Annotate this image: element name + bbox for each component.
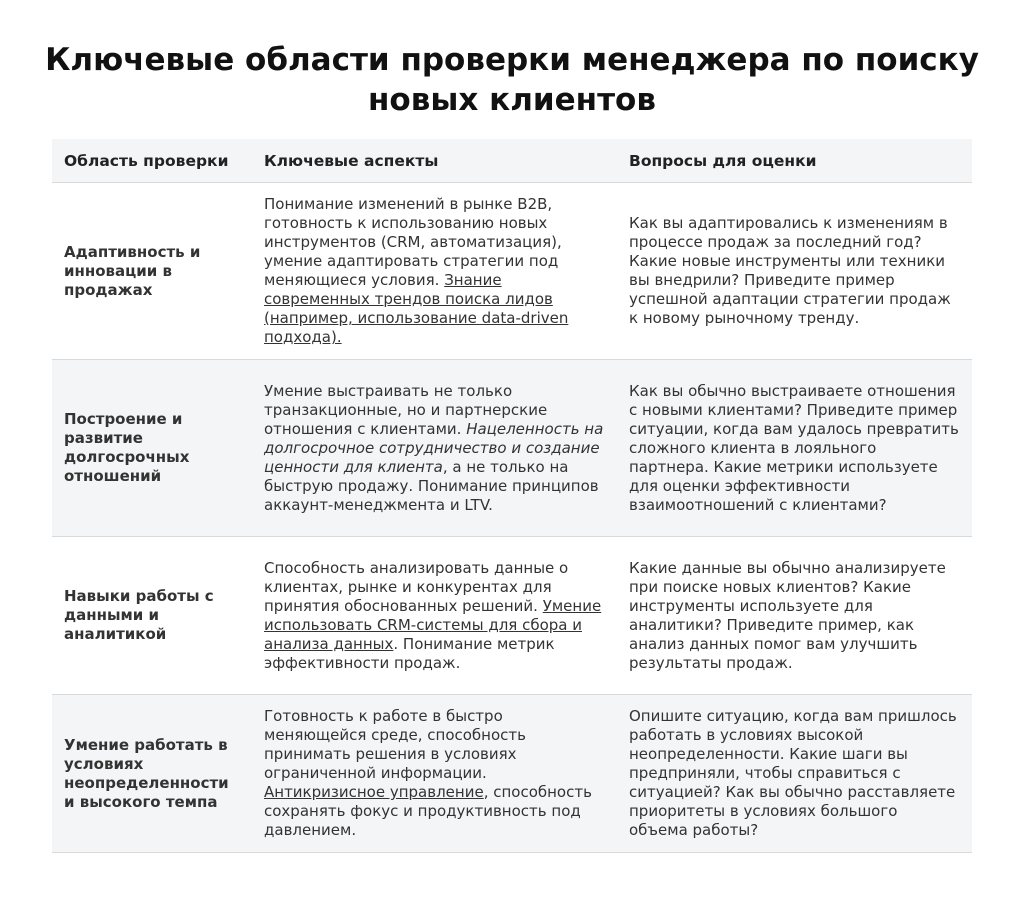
aspects-text: Способность анализировать данные о клиентах, рынке и конкурентах для принятия обоснованных решений.	[264, 558, 569, 615]
header-area: Область проверки	[52, 139, 252, 183]
aspects-text: Готовность к работе в быстро меняющейся среде, способность принимать решения в условиях ограниченной информации.	[264, 707, 526, 782]
row-area: Построение и развитие долгосрочных отношений	[52, 360, 252, 537]
row-aspects	[252, 360, 617, 537]
page-title: Ключевые области проверки менеджера по поиску новых клиентов	[45, 42, 979, 118]
table-row	[52, 360, 972, 537]
aspects-italic-text: Нацеленность на долгосрочное сотрудничество и создание ценности для клиента	[264, 419, 604, 476]
row-aspects	[252, 183, 617, 360]
table-header-row	[52, 139, 972, 183]
row-area: Умение работать в условиях неопределенности и высокого темпа	[52, 695, 252, 853]
row-area: Навыки работы с данными и аналитикой	[52, 537, 252, 695]
table-row	[52, 537, 972, 695]
table-row	[52, 695, 972, 853]
row-questions: Как вы обычно выстраиваете отношения с новыми клиентами? Приведите пример ситуации, когда вам удалось превратить сложного клиента в лояльного партнера. Какие метрики используете для оценки эффективности взаимоотношений с клиентами?	[617, 360, 972, 537]
aspects-text: Умение выстраивать не только транзакционные, но и партнерские отношения с клиентами.	[264, 381, 548, 438]
row-aspects	[252, 695, 617, 853]
aspects-text: Понимание изменений в рынке B2B, готовность к использованию новых инструментов (CRM, автоматизация), умение адаптировать стратегии под меняющиеся условия.	[264, 195, 562, 289]
aspects-underlined-text: Антикризисное управление	[264, 783, 484, 801]
row-questions: Опишите ситуацию, когда вам пришлось работать в условиях высокой неопределенности. Какие шаги вы предприняли, чтобы справиться с ситуацией? Как вы обычно расставляете приоритеты в условиях большого объема работы?	[617, 695, 972, 853]
aspects-tail-text: . Понимание метрик эффективности продаж.	[264, 634, 555, 672]
row-questions: Как вы адаптировались к изменениям в процессе продаж за последний год? Какие новые инструменты или техники вы внедрили? Приведите пример успешной адаптации стратегии продаж к новому рыночному тренду.	[617, 183, 972, 360]
aspects-tail-text: , а не только на быструю продажу. Понимание принципов аккаунт-менеджмента и LTV.	[264, 457, 599, 514]
aspects-underlined-text: Умение использовать CRM-системы для сбора и анализа данных	[264, 596, 602, 653]
header-questions: Вопросы для оценки	[617, 139, 972, 183]
aspects-underlined-text: Знание современных трендов поиска лидов (например, использование data-driven подхода).	[264, 271, 569, 346]
row-area: Адаптивность и инновации в продажах	[52, 183, 252, 360]
aspects-tail-text: , способность сохранять фокус и продуктивность под давлением.	[264, 783, 592, 839]
evaluation-table	[52, 139, 972, 853]
row-questions: Какие данные вы обычно анализируете при поиске новых клиентов? Какие инструменты используете для аналитики? Приведите пример, как анализ данных помог вам улучшить результаты продаж.	[617, 537, 972, 695]
row-aspects	[252, 537, 617, 695]
header-aspects: Ключевые аспекты	[252, 139, 617, 183]
table-row	[52, 183, 972, 360]
